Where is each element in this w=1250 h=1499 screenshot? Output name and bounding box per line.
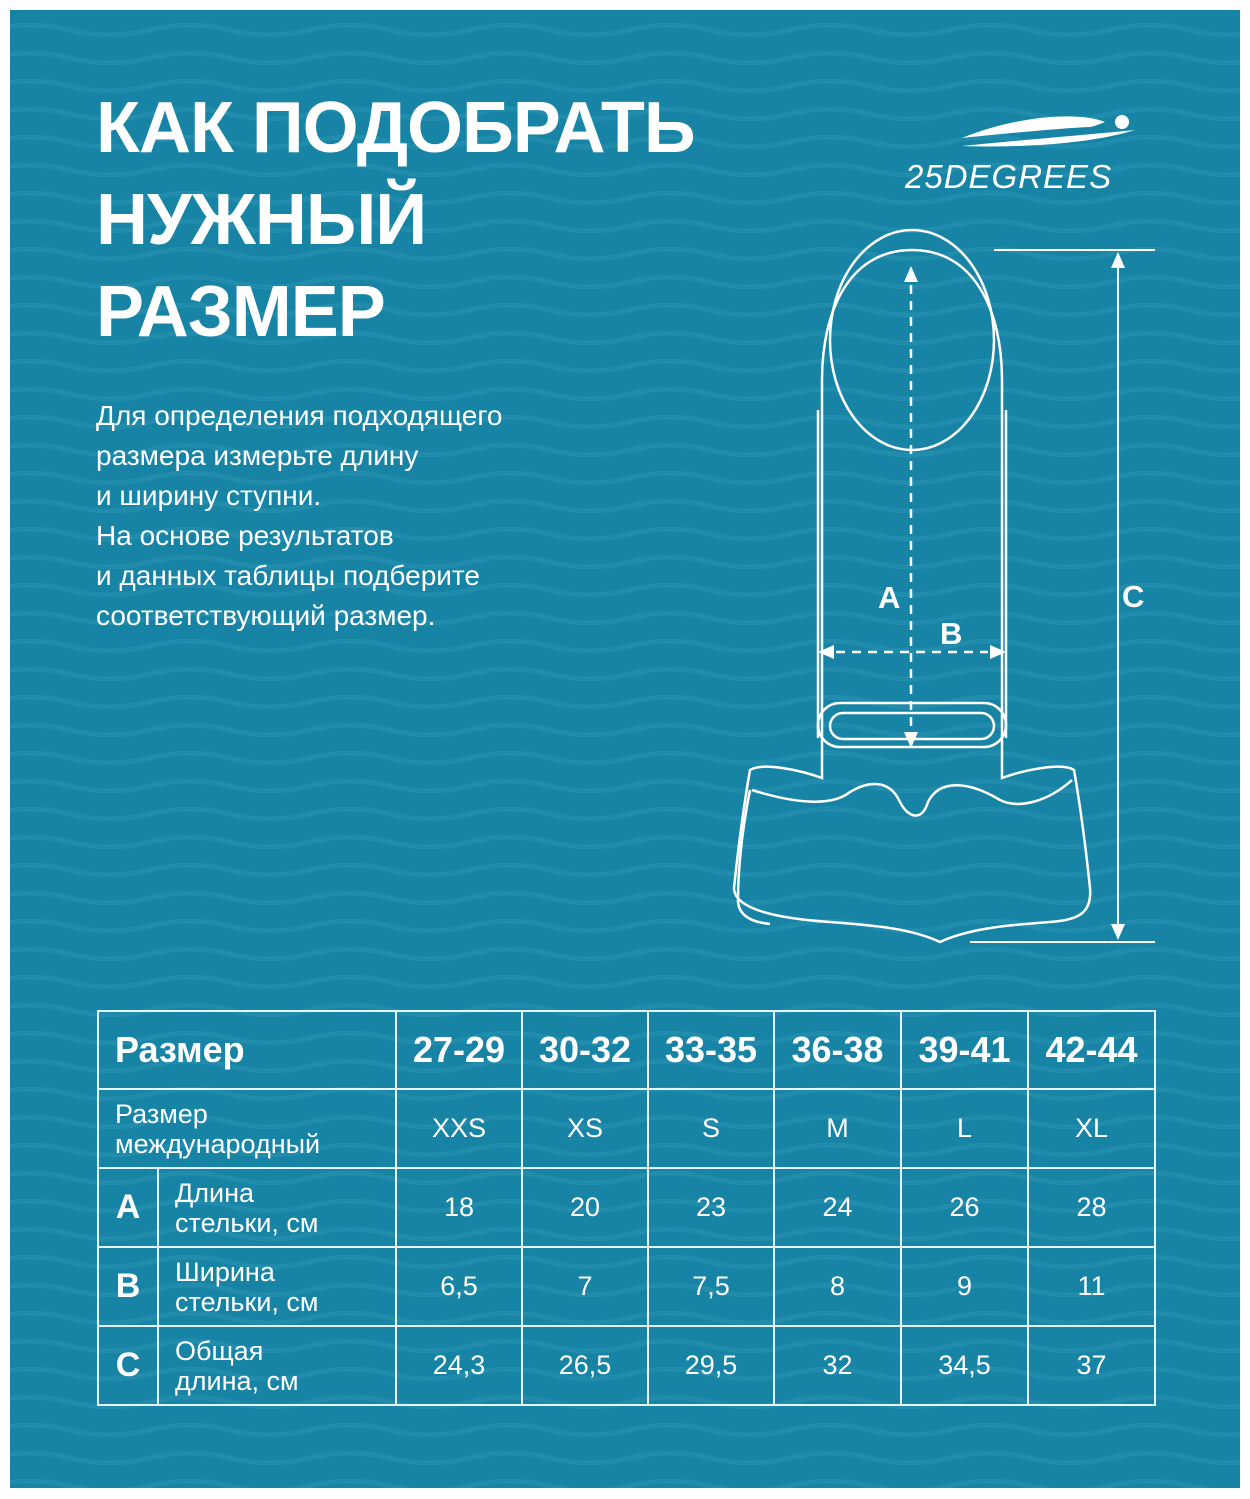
diagram-label-b: B [940,616,963,651]
value-cell: 18 [396,1168,522,1247]
row-label-line: длина, см [175,1365,299,1396]
row-letter: A [98,1168,158,1247]
value-cell: 28 [1028,1168,1155,1247]
size-cell: 42-44 [1028,1011,1155,1089]
intl-size-cell: L [901,1089,1028,1168]
size-cell: 39-41 [901,1011,1028,1089]
intl-size-cell: XXS [396,1089,522,1168]
table-row [98,1089,1155,1168]
value-cell: 7,5 [648,1247,774,1326]
brand-logo-text: 25DEGREES [905,158,1113,195]
value-cell: 24,3 [396,1326,522,1405]
value-cell: 9 [901,1247,1028,1326]
row-label-line: стельки, см [175,1286,319,1317]
row-label [158,1168,396,1247]
value-cell: 26,5 [522,1326,648,1405]
value-cell: 6,5 [396,1247,522,1326]
title-line-3: РАЗМЕР [96,272,385,352]
description-line-5: и данных таблицы подберите [96,560,480,591]
value-cell: 37 [1028,1326,1155,1405]
table-row [98,1326,1155,1405]
row-label [158,1326,396,1405]
value-cell: 20 [522,1168,648,1247]
row-label-line: Ширина [175,1256,275,1287]
intl-size-cell: S [648,1089,774,1168]
header-label: Размер [98,1011,396,1089]
row-label-line: стельки, см [175,1207,319,1238]
row-label-line: Длина [175,1177,255,1208]
diagram-label-a: A [878,580,901,615]
size-table [97,1010,1156,1406]
title-line-2: НУЖНЫЙ [96,180,427,260]
title-line-1: КАК ПОДОБРАТЬ [96,88,695,168]
row-letter: C [98,1326,158,1405]
description-line-1: Для определения подходящего [96,400,503,431]
value-cell: 7 [522,1247,648,1326]
intl-label-line-2: международный [115,1128,321,1159]
value-cell: 26 [901,1168,1028,1247]
description-line-3: и ширину ступни. [96,480,322,511]
size-cell: 36-38 [774,1011,901,1089]
intl-size-cell: XS [522,1089,648,1168]
table-header-row [98,1011,1155,1089]
row-label [158,1247,396,1326]
value-cell: 32 [774,1326,901,1405]
size-cell: 30-32 [522,1011,648,1089]
value-cell: 34,5 [901,1326,1028,1405]
description-line-2: размера измерьте длину [96,440,419,471]
row-label-line: Общая [175,1335,264,1366]
value-cell: 29,5 [648,1326,774,1405]
size-cell: 33-35 [648,1011,774,1089]
value-cell: 23 [648,1168,774,1247]
intl-size-cell: M [774,1089,901,1168]
value-cell: 8 [774,1247,901,1326]
size-guide-card [10,10,1240,1488]
table-row [98,1247,1155,1326]
description-line-6: соответствующий размер. [96,600,436,631]
value-cell: 11 [1028,1247,1155,1326]
row-letter: B [98,1247,158,1326]
intl-size-cell: XL [1028,1089,1155,1168]
table-row [98,1168,1155,1247]
value-cell: 24 [774,1168,901,1247]
size-cell: 27-29 [396,1011,522,1089]
intl-label [98,1089,396,1168]
diagram-label-c: C [1122,579,1145,614]
description-line-4: На основе результатов [96,520,394,551]
intl-label-line-1: Размер [115,1098,208,1129]
